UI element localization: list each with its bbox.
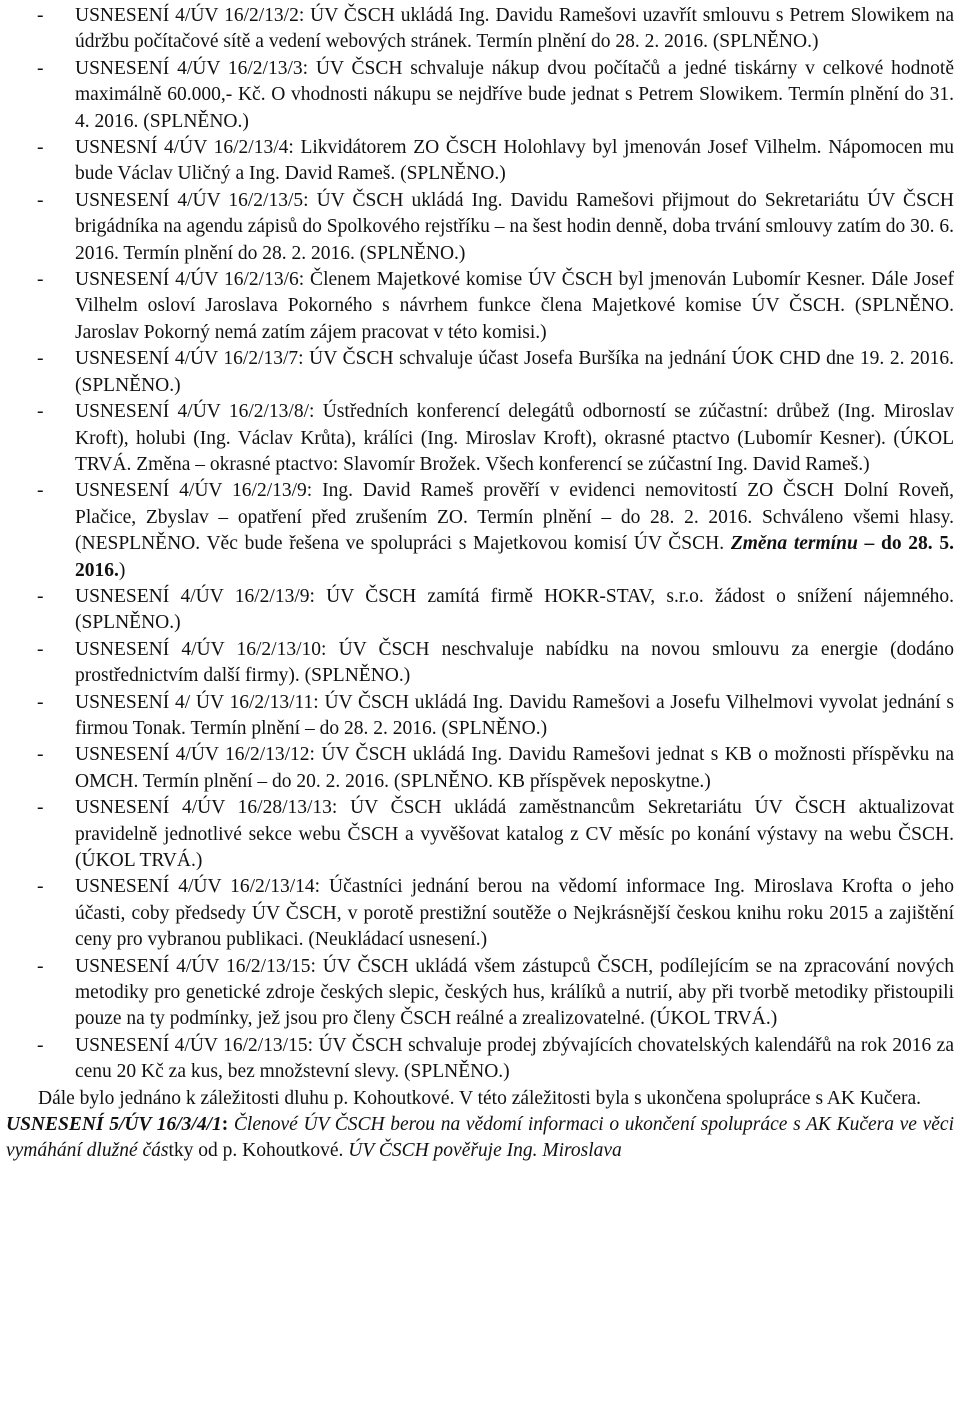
resolution-item: - USNESENÍ 4/ÚV 16/2/13/15: ÚV ČSCH ukládá všem zástupců ČSCH, podílejícím se na zpracování nových metodiky pro genetické zdroje českých slepic, českých hus, králíků a nutrií, aby při tvorbě metodiky přistoupili pouze na ty podmínky, jež jsou pro členy ČSCH reálné a zrealizovatelné. (ÚKOL TRVÁ.) [75,954,954,1033]
final-resolution [6,1112,954,1165]
resolution-item: - USNESENÍ 4/ÚV 16/2/13/3: ÚV ČSCH schvaluje nákup dvou počítačů a jedné tiskárny v celkové hodnotě maximálně 60.000,- Kč. O vhodnosti nákupu se nejdříve bude jednat s Petrem Slowikem. Termín plnění do 31. 4. 2016. (SPLNĚNO.) [75,56,954,135]
resolution-item: - USNESNÍ 4/ÚV 16/2/13/4: Likvidátorem ZO ČSCH Holohlavy byl jmenován Josef Vilhelm. Nápomocen mu bude Václav Uličný a Ing. David Rameš. (SPLNĚNO.) [75,135,954,188]
resolution-end: ) [118,559,126,581]
resolution-text: USNESENÍ 4/ÚV 16/2/13/9: Ing. David Rameš prověří v evidenci nemovitostí ZO ČSCH Dolní Roveň, Plačice, Zbyslav – opatření před zrušením ZO. Termín plnění – do 28. 2. 2016. Schváleno všemi hlasy. (NESPLNĚNO. Věc bude řešena ve spolupráci s Majetkovou komisí ÚV ČSCH. [75,480,954,555]
resolution-item: - USNESENÍ 4/ÚV 16/2/13/9: ÚV ČSCH zamítá firmě HOKR-STAV, s.r.o. žádost o snížení nájemného. (SPLNĚNO.) [75,584,954,637]
resolution-item: - USNESENÍ 4/ ÚV 16/2/13/11: ÚV ČSCH ukládá Ing. Davidu Ramešovi a Josefu Vilhelmovi vyvolat jednání s firmou Tonak. Termín plnění – do 28. 2. 2016. (SPLNĚNO.) [75,690,954,743]
resolution-item: - USNESENÍ 4/ÚV 16/2/13/2: ÚV ČSCH ukládá Ing. Davidu Ramešovi uzavřít smlouvu s Petrem Slowikem na údržbu počítačové sítě a vedení webových stránek. Termín plnění do 28. 2. 2016. (SPLNĚNO.) [75,3,954,56]
debt-paragraph: Dále bylo jednáno k záležitosti dluhu p. Kohoutkové. V této záležitosti byla s ukončena spolupráce s AK Kučera. [38,1087,922,1109]
final-resolution-plain: tky od p. Kohoutkové. [168,1140,349,1162]
term-change-label: Změna termínu [730,533,858,555]
resolution-list [0,3,960,1086]
term-change-date: – do 28. 5. 2016. [75,533,954,581]
resolution-item: - USNESENÍ 4/ÚV 16/2/13/7: ÚV ČSCH schvaluje účast Josefa Buršíka na jednání ÚOK CHD dne 19. 2. 2016. (SPLNĚNO.) [75,346,954,399]
resolution-item: - USNESENÍ 4/ÚV 16/2/13/8/: Ústředních konferencí delegátů odborností se zúčastní: drůbež (Ing. Miroslav Kroft), holubi (Ing. Václav Krůta), králíci (Ing. Miroslav Kroft), okrasné ptactvo (Lubomír Kesner). (ÚKOL TRVÁ. Změna – okrasné ptactvo: Slavomír Brožek. Všech konferencí se zúčastní Ing. David Rameš.) [75,399,954,478]
resolution-item: - USNESENÍ 4/ÚV 16/2/13/10: ÚV ČSCH neschvaluje nabídku na novou smlouvu za energie (dodáno prostřednictvím další firmy). (SPLNĚNO.) [75,637,954,690]
resolution-item: - USNESENÍ 4/ÚV 16/2/13/15: ÚV ČSCH schvaluje prodej zbývajících chovatelských kalendářů na rok 2016 za cenu 20 Kč za kus, bez množstevní slevy. (SPLNĚNO.) [75,1033,954,1086]
final-resolution-colon: : [221,1114,229,1136]
resolution-item: - USNESENÍ 4/ÚV 16/2/13/5: ÚV ČSCH ukládá Ing. Davidu Ramešovi přijmout do Sekretariátu ÚV ČSCH brigádníka na agendu zápisů do Spolkového rejstříku – na šest hodin denně, doba trvání smlouvy zatím do 30. 6. 2016. Termín plnění do 28. 2. 2016. (SPLNĚNO.) [75,188,954,267]
final-resolution-label: USNESENÍ 5/ÚV 16/3/4/1 [6,1114,222,1136]
resolution-item: - USNESENÍ 4/ÚV 16/2/13/14: Účastníci jednání berou na vědomí informace Ing. Miroslava Krofta o jeho účasti, coby předsedy ÚV ČSCH, v porotě prestižní soutěže o Nejkrásnější českou knihu roku 2015 a zajištění ceny pro vybranou publikaci. (Neukládací usnesení.) [75,874,954,953]
resolution-item: - USNESENÍ 4/ÚV 16/2/13/12: ÚV ČSCH ukládá Ing. Davidu Ramešovi jednat s KB o možnosti příspěvku na OMCH. Termín plnění – do 20. 2. 2016. (SPLNĚNO. KB příspěvek neposkytne.) [75,742,954,795]
final-resolution-tail: ÚV ČSCH pověřuje Ing. Miroslava [348,1140,622,1162]
resolution-item [75,478,954,584]
resolution-item: - USNESENÍ 4/ÚV 16/28/13/13: ÚV ČSCH ukládá zaměstnancům Sekretariátu ÚV ČSCH aktualizovat pravidelně jednotlivé sekce webu ČSCH a vyvěšovat katalog z CV měsíc po konání výstavy na webu ČSCH. (ÚKOL TRVÁ.) [75,795,954,874]
final-resolution-text: Členové ÚV ČSCH berou na vědomí informaci o ukončení spolupráce s AK Kučera ve věci vymáhání dlužné čás [6,1114,954,1162]
resolution-item: - USNESENÍ 4/ÚV 16/2/13/6: Členem Majetkové komise ÚV ČSCH byl jmenován Lubomír Kesner. Dále Josef Vilhelm osloví Jaroslava Pokorného s návrhem funkce člena Majetkové komise ÚV ČSCH. (SPLNĚNO. Jaroslav Pokorný nemá zatím zájem pracovat v této komisi.) [75,267,954,346]
